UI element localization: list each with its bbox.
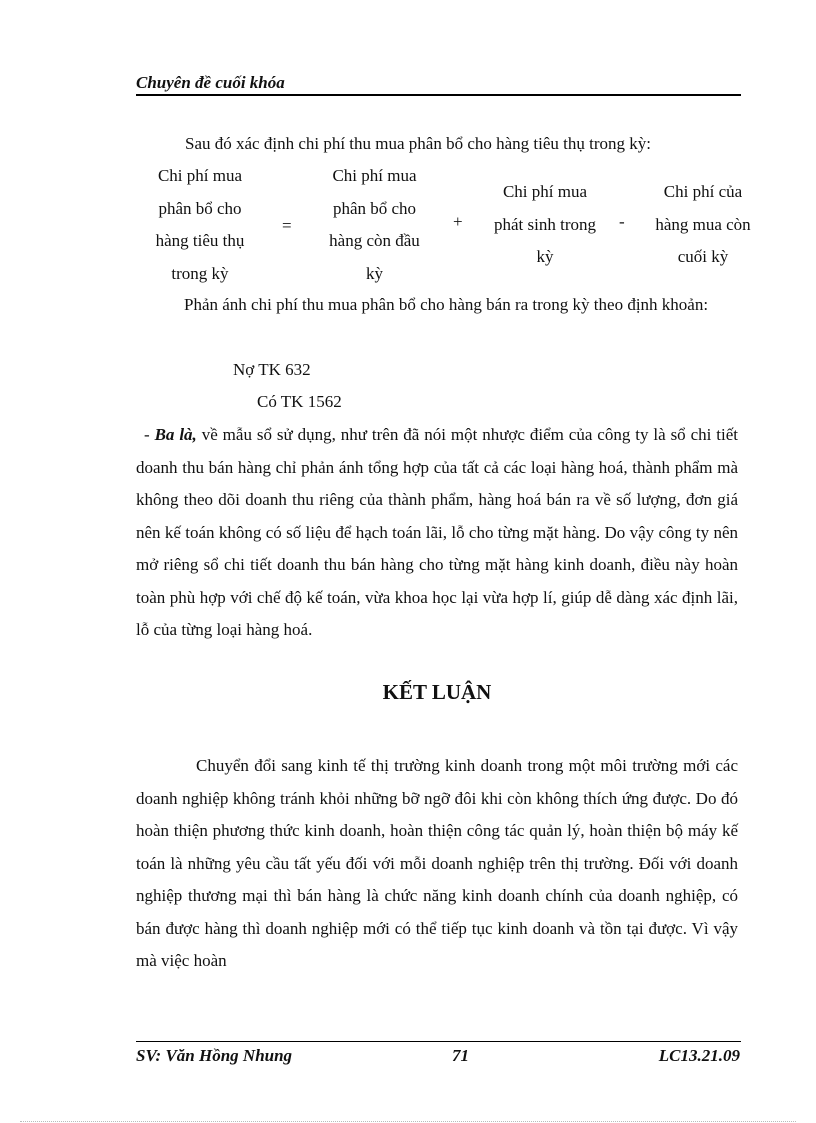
formula-equals: =: [282, 216, 292, 235]
formula-term-closing: [643, 176, 763, 274]
footer-rule: [136, 1041, 741, 1042]
journal-entry-credit: Có TK 1562: [257, 392, 342, 411]
formula-minus: -: [619, 212, 625, 231]
lead-phrase: Ba là,: [154, 425, 197, 444]
formula-term-allocated-sold: [140, 160, 260, 290]
formula-line: phân bổ cho: [332, 198, 417, 218]
formula-plus: +: [453, 212, 463, 231]
list-dash: -: [144, 425, 155, 444]
paragraph-third-point: [136, 419, 738, 647]
formula-term-incurred: [480, 176, 610, 274]
page-edge: [20, 1121, 796, 1122]
formula-line: phân bổ cho: [158, 198, 242, 218]
formula-line: kỳ: [366, 263, 383, 283]
page-header-title: Chuyên đề cuối khóa: [136, 73, 285, 92]
footer-page-number: 71: [452, 1046, 469, 1065]
header-rule: [136, 94, 741, 96]
formula-line: trong kỳ: [171, 263, 229, 283]
formula-term-allocated-opening: [312, 160, 437, 290]
formula-line: Chi phí của: [663, 182, 743, 201]
paragraph-body: về mẫu sổ sử dụng, như trên đã nói một nhược điểm của công ty là sổ chi tiết doanh thu bán hàng chỉ phản ánh tổng hợp của tất cả các loại hàng hoá, thành phẩm mà không theo dõi doanh thu riêng của thành phẩm, hàng hoá bán ra về số lượng, đơn giá nên kế toán không có số liệu để hạch toán lãi, lỗ cho từng mặt hàng. Do vậy công ty nên mở riêng sổ chi tiết doanh thu bán hàng cho từng mặt hàng kinh doanh, điều này hoàn toàn phù hợp với chế độ kế toán, vừa khoa học lại vừa hợp lí, giúp dễ dàng xác định lãi, lỗ của từng loại hàng hoá.: [136, 425, 738, 639]
formula-line: Chi phí mua: [157, 166, 243, 185]
formula-line: hàng còn đầu: [329, 231, 420, 250]
journal-entry-debit: Nợ TK 632: [233, 360, 311, 379]
formula-line: kỳ: [536, 247, 554, 266]
formula-line: hàng mua còn: [655, 214, 751, 234]
section-heading: KẾT LUẬN: [382, 680, 492, 704]
paragraph-conclusion: Chuyển đổi sang kinh tế thị trường kinh doanh trong một môi trường mới các doanh nghiệp không tránh khỏi những bỡ ngỡ đôi khi còn không thích ứng được. Do đó hoàn thiện phương thức kinh doanh, hoàn thiện công tác quản lý, hoàn thiện bộ máy kế toán là những yêu cầu tất yếu đối với mỗi doanh nghiệp trên thị trường. Đối với doanh nghiệp thương mại thì bán hàng là chức năng kinh doanh chính của doanh nghiệp, có bán được hàng thì doanh nghiệp mới có thể tiếp tục kinh doanh và tồn tại được. Vì vậy mà việc hoàn: [136, 756, 738, 970]
footer-student: SV: Văn Hồng Nhung: [136, 1046, 293, 1065]
formula-line: cuối kỳ: [677, 247, 729, 266]
formula-line: hàng tiêu thụ: [155, 231, 245, 250]
formula-line: phát sinh trong: [494, 214, 596, 234]
footer-class-code: LC13.21.09: [658, 1046, 740, 1065]
intro-text: Sau đó xác định chi phí thu mua phân bổ cho hàng tiêu thụ trong kỳ:: [185, 134, 652, 153]
paragraph-allocation: Phản ánh chi phí thu mua phân bổ cho hàng bán ra trong kỳ theo định khoản:: [184, 295, 709, 314]
formula-line: Chi phí mua: [332, 166, 417, 185]
formula-line: Chi phí mua: [502, 182, 588, 201]
